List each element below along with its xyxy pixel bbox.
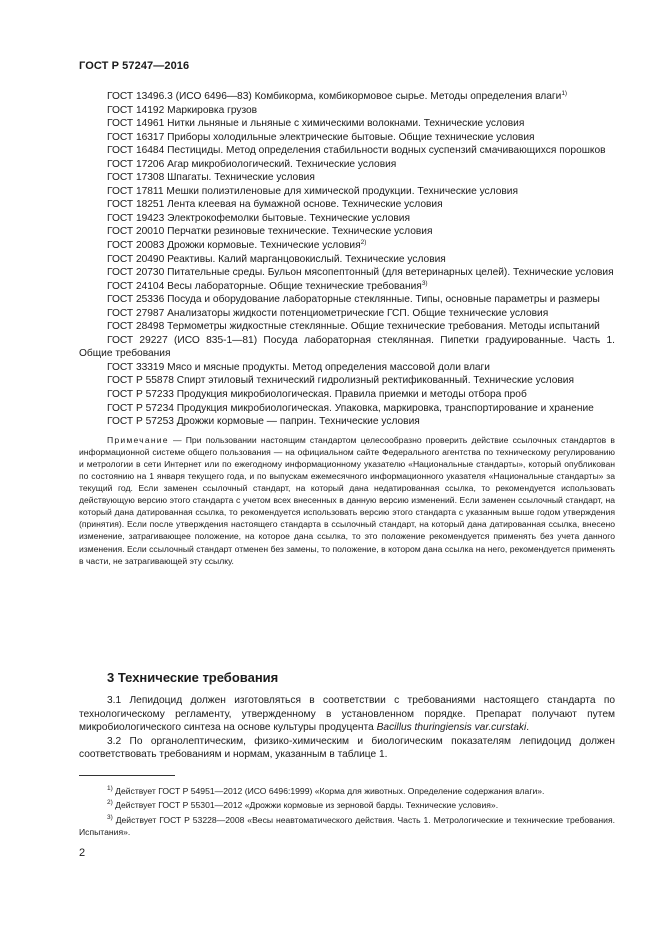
reference-text: ГОСТ Р 57233 Продукция микробиологическая. Правила приемки и методы отбора проб: [107, 389, 527, 401]
reference-text: ГОСТ 20083 Дрожжи кормовые. Технические условия: [107, 240, 361, 252]
reference-item: [79, 198, 615, 212]
footnote: [79, 799, 615, 811]
reference-item: [79, 90, 615, 104]
reference-text: ГОСТ 19423 Электрокофемолки бытовые. Технические условия: [107, 212, 410, 224]
reference-item: [79, 131, 615, 145]
footnotes: [79, 785, 615, 841]
reference-item: [79, 117, 615, 131]
reference-item: [79, 307, 615, 321]
reference-text: ГОСТ Р 57253 Дрожжи кормовые — паприн. Технические условия: [107, 416, 420, 428]
section-body: [79, 694, 615, 762]
reference-text: ГОСТ Р 57234 Продукция микробиологическая. Упаковка, маркировка, транспортирование и хранение: [107, 402, 594, 414]
section-title: 3 Технические требования: [107, 670, 279, 685]
reference-list: [79, 90, 615, 429]
reference-text: ГОСТ 20730 Питательные среды. Бульон мясопептонный (для ветеринарных целей). Технические условия: [107, 267, 614, 279]
reference-text: ГОСТ 27987 Анализаторы жидкости потенциометрические ГСП. Общие технические условия: [107, 307, 549, 319]
reference-text: ГОСТ 17811 Мешки полиэтиленовые для химической продукции. Технические условия: [107, 185, 518, 197]
footnote-text: Действует ГОСТ Р 53228—2008 «Весы неавтоматического действия. Часть 1. Метрологические и технические требования. Испытания».: [79, 814, 615, 838]
reference-text: ГОСТ 14961 Нитки льняные и льняные с химическими волокнами. Технические условия: [107, 118, 525, 130]
note-label: Примечание: [107, 434, 169, 445]
species-name: Bacillus thuringiensis var.curstaki: [376, 722, 527, 734]
reference-item: [79, 320, 615, 334]
reference-text: ГОСТ 33319 Мясо и мясные продукты. Метод определения массовой доли влаги: [107, 361, 490, 373]
footnote: [79, 785, 615, 797]
reference-item: [79, 402, 615, 416]
reference-text: ГОСТ 14192 Маркировка грузов: [107, 104, 258, 116]
reference-item: [79, 415, 615, 429]
reference-item: [79, 225, 615, 239]
footnote-marker: 3): [107, 813, 113, 821]
reference-text: ГОСТ 17308 Шпагаты. Технические условия: [107, 172, 315, 184]
reference-item: [79, 253, 615, 267]
reference-item: [79, 212, 615, 226]
footnote-marker: 1): [561, 90, 568, 97]
reference-text: ГОСТ 20010 Перчатки резиновые технические. Технические условия: [107, 226, 433, 238]
reference-text: ГОСТ 16484 Пестициды. Метод определения стабильности водных суспензий смачивающихся порошков: [107, 145, 606, 157]
document-header: ГОСТ Р 57247—2016: [79, 60, 190, 72]
paragraph-3-2: 3.2 По органолептическим, физико-химическим и биологическим показателям лепидоцид должен соответствовать требованиям и нормам, указанным в таблице 1.: [79, 735, 615, 761]
reference-item: [79, 104, 615, 118]
paragraph-3-1: [79, 694, 615, 735]
reference-item: [79, 388, 615, 402]
reference-item: [79, 158, 615, 172]
reference-text: ГОСТ 13496.3 (ИСО 6496—83) Комбикорма, комбикормовое сырье. Методы определения влаги: [107, 91, 562, 102]
footnote-marker: 3): [421, 279, 428, 287]
reference-item: [79, 293, 615, 307]
footnote-marker: 2): [107, 799, 113, 807]
reference-text: ГОСТ 28498 Термометры жидкостные стеклянные. Общие технические требования. Методы испытаний: [107, 321, 600, 333]
reference-item: [79, 144, 615, 158]
paragraph-3-1-end: .: [526, 722, 530, 734]
reference-item: [79, 266, 615, 280]
footnote: [79, 814, 615, 839]
paragraph-3-1-text: 3.1 Лепидоцид должен изготовляться в соответствии с требованиями настоящего стандарта по технологическому регламенту, утвержденному в установленном порядке. Препарат получают путем микробиологического синтеза на основе культуры продуцента: [79, 695, 615, 734]
reference-text: ГОСТ Р 55878 Спирт этиловый технический гидролизный ректификованный. Технические условия: [107, 375, 575, 387]
footnote-divider: [79, 775, 175, 776]
reference-item: [79, 239, 615, 253]
reference-text: ГОСТ 17206 Агар микробиологический. Технические условия: [107, 158, 397, 170]
footnote-marker: 2): [360, 239, 367, 247]
note-text: — При пользовании настоящим стандартом целесообразно проверить действие ссылочных стандартов в информационной системе общего пользования — на официальном сайте Федерального агентства по техническому регулированию и метрологии в сети Интернет или по ежегодному информационному указателю «Национальные стандарты», который опубликован по состоянию на 1 января текущего года, и по выпускам ежемесячного информационного указателя «Национальные стандарты» за текущий год. Если заменен ссылочный стандарт, на который дана недатированная ссылка, то рекомендуется использовать действующую версию этого стандарта с учетом всех внесенных в данную версию изменений. Если заменен ссылочный стандарт, на который дана датированная ссылка, то рекомендуется использовать версию этого стандарта с указанным выше годом утверждения (принятия). Если после утверждения настоящего стандарта в ссылочный стандарт, на который дана датированная ссылка, внесено изменение, затрагивающее положение, на которое дана ссылка, то это положение рекомендуется применять без учета данного изменения. Если ссылочный стандарт отменен без замены, то положение, в котором дана ссылка на него, рекомендуется применять в части, не затрагивающей эту ссылку.: [79, 434, 615, 566]
reference-text: ГОСТ 24104 Весы лабораторные. Общие технические требования: [107, 280, 422, 292]
reference-item: [79, 374, 615, 388]
reference-item: [79, 185, 615, 199]
reference-text: ГОСТ 20490 Реактивы. Калий марганцовокислый. Технические условия: [107, 253, 446, 265]
reference-text: ГОСТ 16317 Приборы холодильные электрические бытовые. Общие технические условия: [107, 131, 535, 143]
note-paragraph: [79, 434, 615, 567]
reference-text: ГОСТ 18251 Лента клеевая на бумажной основе. Технические условия: [107, 199, 443, 211]
reference-item: [79, 361, 615, 375]
page-number: 2: [79, 847, 86, 859]
reference-text: ГОСТ 29227 (ИСО 835-1—81) Посуда лабораторная стеклянная. Пипетки градуированные. Часть 1. Общие требования: [79, 334, 615, 360]
reference-text: ГОСТ 25336 Посуда и оборудование лабораторные стеклянные. Типы, основные параметры и размеры: [107, 294, 600, 306]
reference-item: [79, 171, 615, 185]
reference-item: [79, 280, 615, 294]
normative-references: [79, 90, 615, 567]
footnote-text: Действует ГОСТ Р 55301—2012 «Дрожжи кормовые из зерновой барды. Технические условия».: [115, 800, 499, 811]
footnote-text: Действует ГОСТ Р 54951—2012 (ИСО 6496:1999) «Корма для животных. Определение содержания влаги».: [115, 786, 545, 796]
reference-item: [79, 334, 615, 361]
footnote-marker: 1): [107, 785, 113, 792]
